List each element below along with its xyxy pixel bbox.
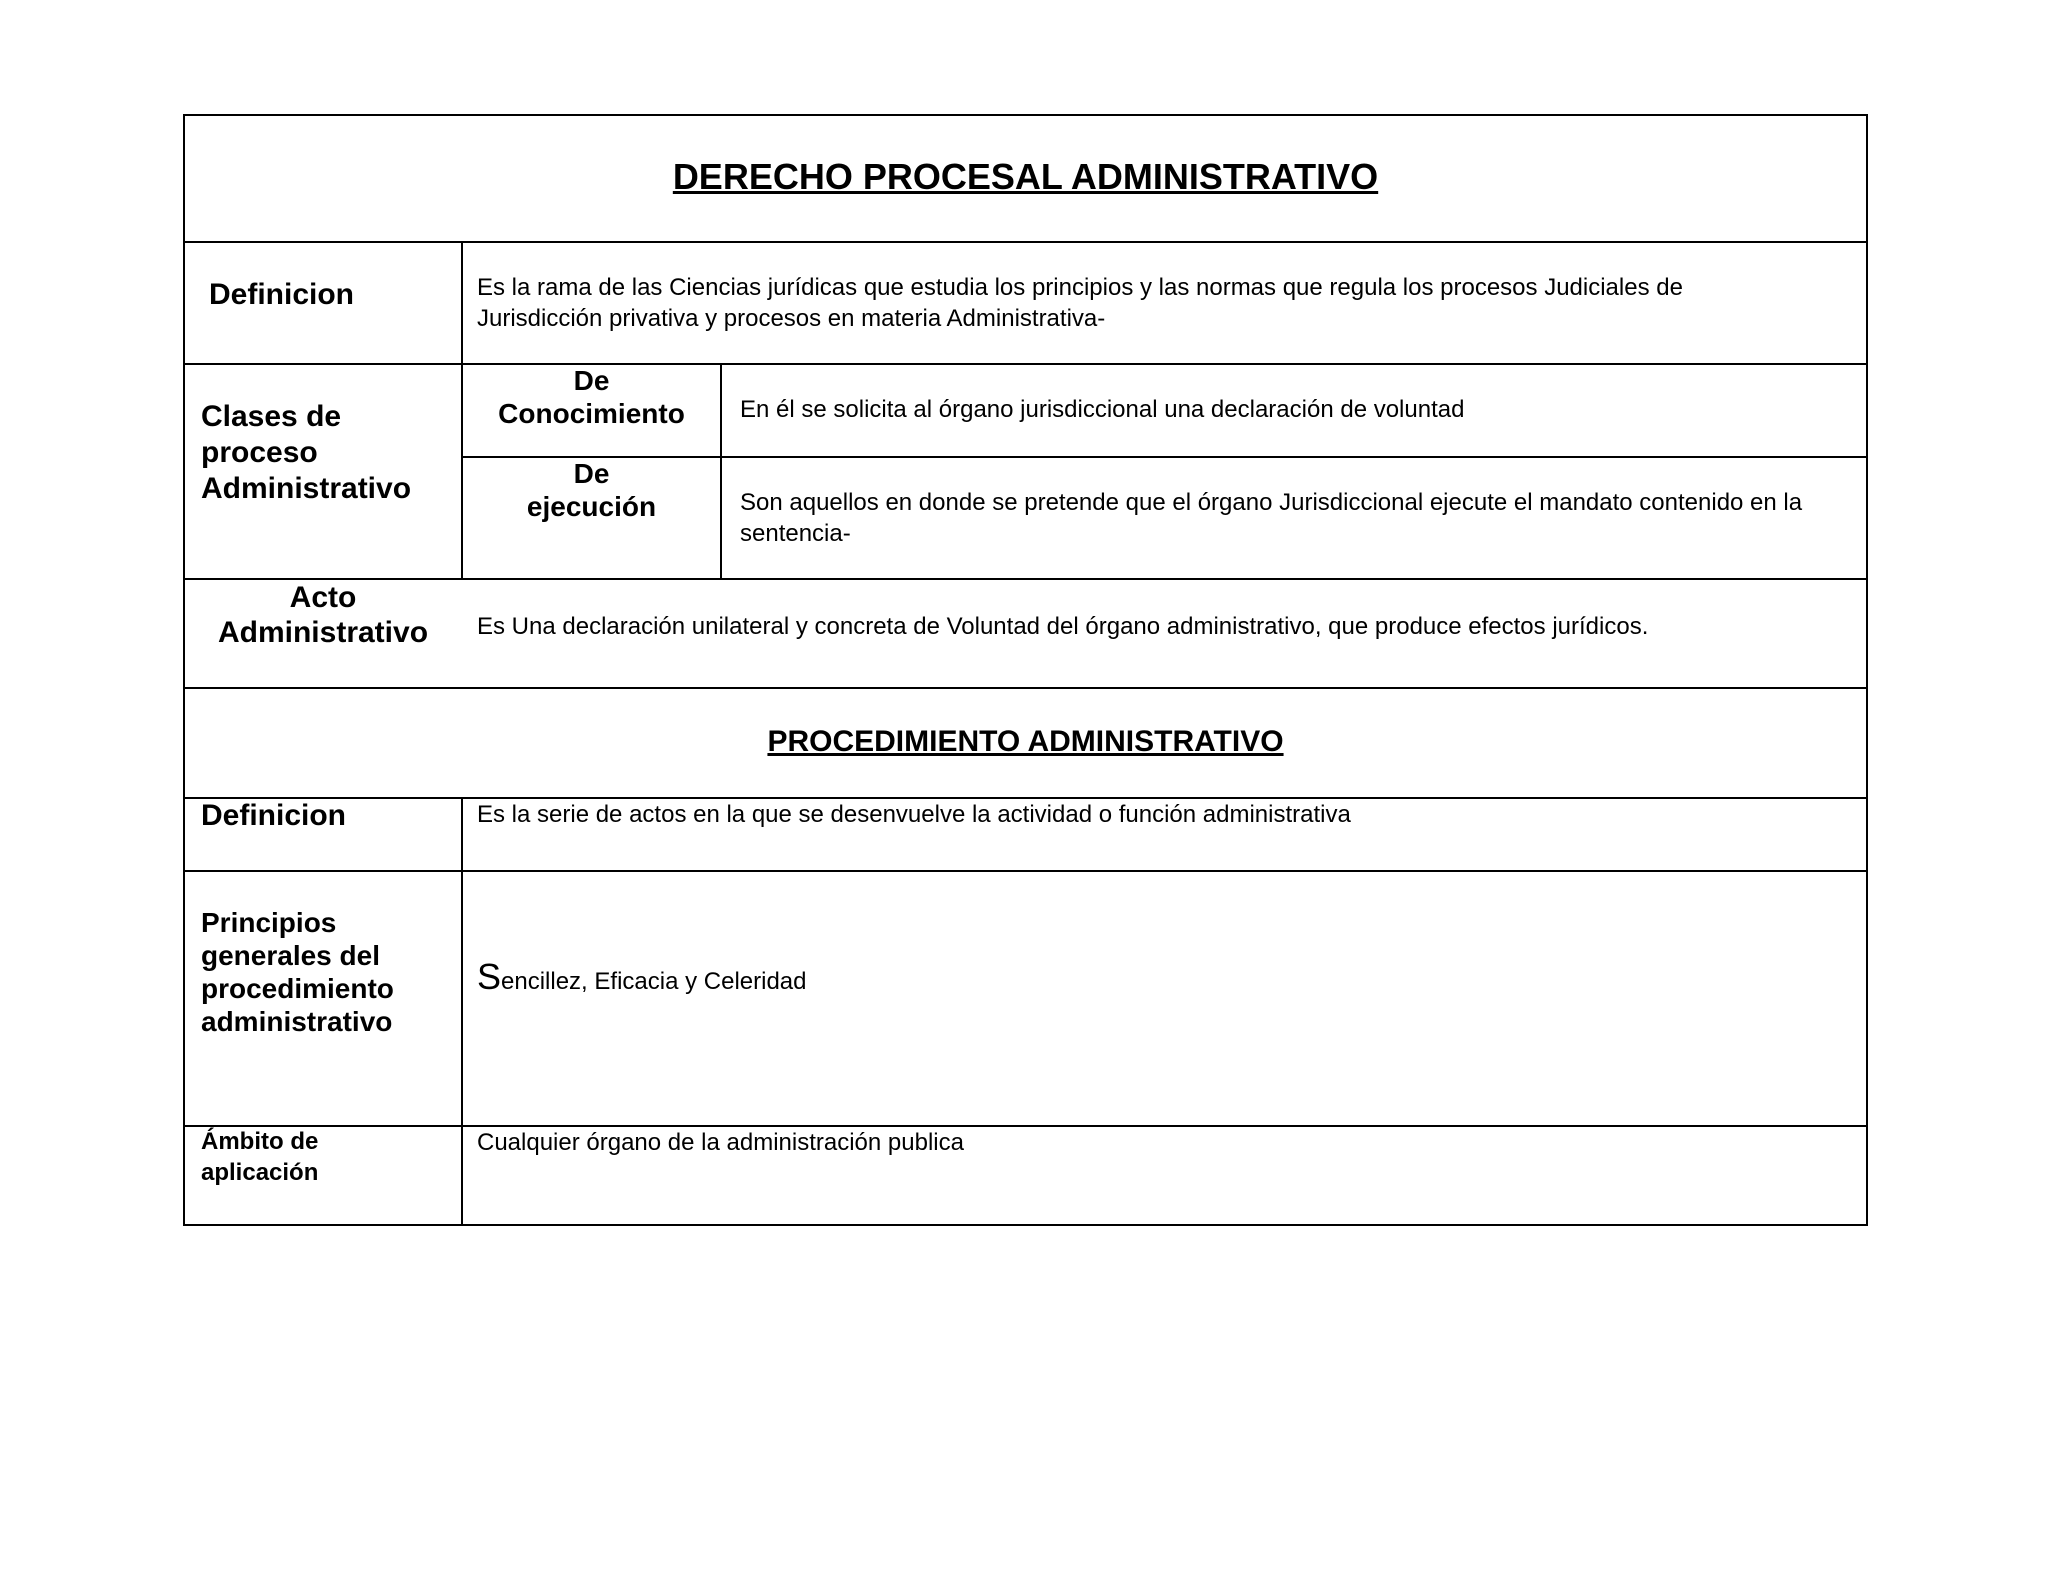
column-divider xyxy=(720,363,722,580)
definicion-2-label: Definicion xyxy=(201,799,347,832)
section-title: PROCEDIMIENTO ADMINISTRATIVO xyxy=(767,725,1284,758)
principios-label: Principios generales del procedimiento administrativo xyxy=(201,907,394,1037)
row-divider xyxy=(183,363,1868,365)
principios-text xyxy=(477,957,807,1002)
ejecucion-label: De ejecución xyxy=(526,458,657,522)
definicion-label: Definicion xyxy=(209,278,355,311)
ejecucion-text: Son aquellos en donde se pretende que el órgano Jurisdiccional ejecute el mandato contenido en la sentencia- xyxy=(740,489,1803,547)
principios-rest: encillez, Eficacia y Celeridad xyxy=(501,968,807,995)
ambito-text: Cualquier órgano de la administración publica xyxy=(477,1129,964,1156)
principios-initial: S xyxy=(477,956,502,997)
clases-label: Clases de proceso Administrativo xyxy=(201,400,412,505)
row-divider xyxy=(183,870,1868,872)
conocimiento-text: En él se solicita al órgano jurisdiccional una declaración de voluntad xyxy=(740,396,1465,423)
main-title: DERECHO PROCESAL ADMINISTRATIVO xyxy=(672,156,1379,197)
ambito-label: Ámbito de aplicación xyxy=(201,1128,319,1186)
column-divider xyxy=(461,797,463,1226)
acto-label: Acto Administrativo xyxy=(217,581,429,649)
acto-text: Es Una declaración unilateral y concreta de Voluntad del órgano administrativo, que produce efectos jurídicos. xyxy=(477,613,1649,640)
definicion-text: Es la rama de las Ciencias jurídicas que estudia los principios y las normas que regula los procesos Judiciales de Jurisdicción privativa y procesos en materia Administrativa- xyxy=(477,274,1683,332)
conocimiento-label: De Conocimiento xyxy=(498,365,685,429)
row-divider xyxy=(183,241,1868,243)
row-divider xyxy=(183,687,1868,689)
definicion-2-text: Es la serie de actos en la que se desenvuelve la actividad o función administrativa xyxy=(477,801,1351,828)
